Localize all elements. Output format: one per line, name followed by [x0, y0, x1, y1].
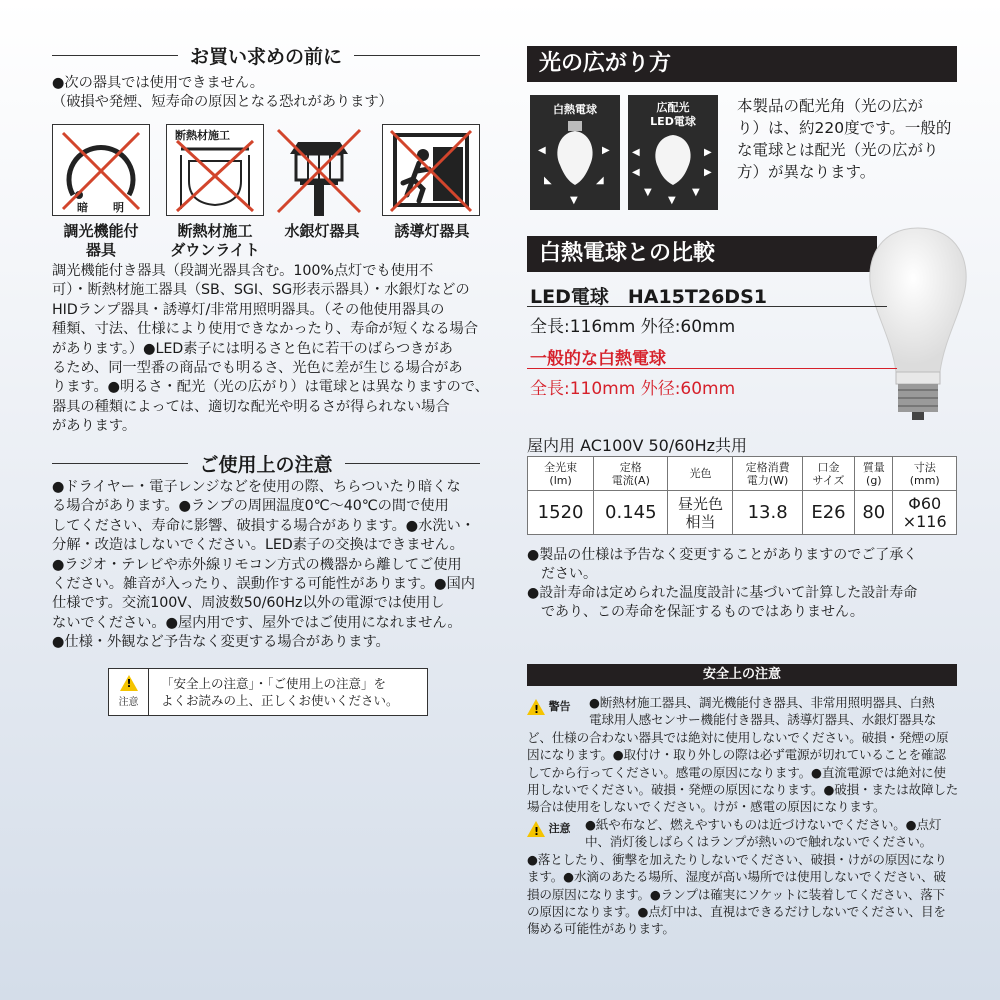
svg-text:▼: ▼ [570, 195, 578, 206]
incandescent-rule [527, 368, 897, 369]
caution-line: 損の原因になります。●ランプは確実にソケットに装着してください、落下 [527, 886, 946, 902]
wide-led-spread-image [628, 95, 718, 210]
spec-header-power: 定格消費 電力(W) [733, 457, 802, 491]
body-line: 器具の種類によっては、適切な配光や明るさが得られない場合 [52, 398, 450, 415]
spec-value-row [528, 491, 957, 535]
spec-caption: 屋内用 AC100V 50/60Hz共用 [527, 436, 748, 455]
spec-value-lumen: 1520 [528, 491, 594, 535]
notice-icon-cell [109, 669, 149, 715]
heading-rule-right [354, 55, 480, 56]
svg-text:▼: ▼ [668, 195, 676, 206]
safety-caution-block [527, 816, 963, 938]
caution-line: ●落としたり、衝撃を加えたりしないでください、破損・けがの原因になり [527, 851, 947, 867]
svg-text:◢: ◢ [596, 175, 604, 186]
body-line: るため、同一型番の商品でも明るさ、光色に差が生じる場合があ [52, 360, 463, 377]
spread-desc-line: 本製品の配光角（光の広が [737, 97, 924, 115]
insulation-tag: 断熱材施工 [175, 129, 230, 142]
caution-line: 傷める可能性があります。 [527, 921, 675, 937]
usage-line: ないでください。●屋内用です、屋外ではご使用になれません。 [52, 614, 462, 631]
spec-header-size: 寸法 (mm) [893, 457, 957, 491]
dimmer-label-line-1: 調光機能付 [63, 222, 139, 240]
spec-value-current: 0.145 [594, 491, 668, 535]
notice-line-1: 「安全上の注意」・「ご使用上の注意」を [161, 676, 387, 691]
read-notice-box [108, 668, 428, 716]
heading-rule-left [52, 55, 178, 56]
caution-first-lines [527, 816, 963, 851]
spec-note-line: ●設計寿命は定められた温度設計に基づいて計算した設計寿命 [527, 585, 918, 601]
warning-line: 因になります。●取付け・取り外しの際は必ず電源が切れていることを確認 [527, 747, 946, 763]
warning-first-lines [527, 694, 963, 729]
spec-value-base: E26 [802, 491, 854, 535]
usage-line: ください。雑音が入ったり、誤動作する可能性があります。●国内 [52, 576, 475, 593]
incandescent-name: 一般的な白熱電球 [530, 349, 666, 369]
light-spread-header: 光の広がり方 [527, 46, 957, 82]
caution-label: 注意 [548, 822, 571, 835]
svg-text:▶: ▶ [602, 145, 610, 156]
usage-line: ●仕様・外観など予告なく変更する場合があります。 [52, 634, 390, 651]
spec-note-line: であり、この寿命を保証するものではありません。 [527, 604, 864, 620]
spec-header-mass: 質量 (g) [855, 457, 893, 491]
spec-header-color: 光色 [668, 457, 733, 491]
body-line: があります。）●LED素子には明るさと色に若干のばらつきがあ [52, 340, 453, 357]
dimmer-dark-label: 暗 [77, 201, 88, 214]
safety-header: 安全上の注意 [527, 664, 957, 686]
caution-badge [527, 816, 585, 851]
dimmer-fixture-icon [52, 124, 150, 216]
notice-line-2: よくお読みの上、正しくお使いください。 [161, 693, 399, 708]
usage-body [52, 478, 492, 653]
usage-line: してください、寿命に影響、破損する場合があります。●水洗い・ [52, 517, 475, 534]
spec-value-mass: 80 [855, 491, 893, 535]
usage-line: 分解・改造はしないでください。LED素子の交換はできません。 [52, 537, 464, 554]
caution-lead-text [585, 816, 941, 851]
svg-text:◀: ◀ [632, 147, 640, 158]
body-line: 調光機能付き器具（段調光器具含む。100%点灯でも使用不 [52, 263, 434, 279]
spec-value-size: Φ60 ×116 [893, 491, 957, 535]
svg-text:◣: ◣ [544, 175, 552, 186]
warning-triangle-icon [120, 675, 138, 691]
dimmer-label-line-2: 器具 [85, 241, 116, 259]
wide-led-line-2: LED電球 [650, 115, 696, 128]
spread-desc-line: な電球とは配光（光の広がり [737, 141, 939, 159]
intro-line-1: ●次の器具では使用できません。 [52, 75, 264, 91]
warning-line: 電球用人感センサー機能付き器具、誘導灯器具、水銀灯器具な [589, 712, 937, 728]
led-bulb-product-image [858, 222, 978, 422]
usage-line: ●ドライヤー・電子レンジなどを使用の際、ちらついたり暗くな [52, 479, 461, 495]
usage-heading [52, 450, 480, 477]
incandescent-spread-image [530, 95, 620, 210]
warning-line: してから行ってください。感電の原因になります。●直流電源では絶対に使 [527, 764, 946, 780]
caution-triangle-icon [527, 821, 545, 837]
insulation-downlight-label [160, 222, 270, 260]
safety-warning-block [527, 694, 963, 816]
warning-line: ど、仕様の合わない器具では絶対に使用しないでください。破損・発煙の原 [527, 729, 949, 745]
dimmer-fixture-label [48, 222, 154, 260]
body-line: ります。●明るさ・配光（光の広がり）は電球とは異なりますので、 [52, 379, 489, 396]
insulation-label-line-2: ダウンライト [170, 241, 260, 259]
svg-text:▶: ▶ [704, 147, 712, 158]
incandescent-label: 白熱電球 [553, 103, 597, 116]
insulation-downlight-icon [166, 124, 264, 216]
svg-text:▼: ▼ [692, 187, 700, 198]
usage-line: 仕様です。交流100V、周波数50/60Hz以外の電源では使用し [52, 595, 445, 612]
spec-header-current: 定格 電流(A) [594, 457, 668, 491]
spread-description [737, 95, 967, 183]
warning-line: 場合は使用をしないでください。けが・感電の原因になります。 [527, 799, 886, 815]
spec-note-line: ださい。 [527, 566, 597, 582]
caution-line: の原因になります。●点灯中は、直視はできるだけしないでください、目を [527, 904, 946, 920]
intro-line-2: （破損や発煙、短寿命の原因となる恐れがあります） [52, 94, 393, 111]
before-purchase-title: お買い求めの前に [190, 46, 343, 68]
incandescent-size: 全長:110mm 外径:60mm [530, 379, 736, 399]
warning-lead-text [589, 694, 936, 729]
usage-line: る場合があります。●ランプの周囲温度0℃～40℃の間で使用 [52, 498, 449, 515]
spec-notes [527, 546, 967, 622]
wide-led-label [628, 101, 718, 129]
body-line: があります。 [52, 418, 137, 435]
before-purchase-heading [52, 42, 480, 69]
warning-badge [527, 694, 589, 729]
body-line: 可）・断熱材施工器具（SB、SGI、SG形表示器具）・水銀灯などの [52, 282, 470, 299]
exit-light-label: 誘導灯器具 [394, 222, 470, 240]
caution-line: ます。●水滴のあたる場所、湿度が高い場所では使用しないでください、破 [527, 869, 946, 885]
street-lamp-icon [270, 124, 368, 216]
comparison-header: 白熱電球との比較 [527, 236, 877, 272]
spec-header-lumen: 全光束 (lm) [528, 457, 594, 491]
spec-header-row [528, 457, 957, 491]
spec-note-line: ●製品の仕様は予告なく変更することがありますのでご了承く [527, 547, 918, 563]
heading-rule-right [345, 463, 481, 464]
spec-table [527, 456, 957, 535]
svg-text:▼: ▼ [644, 187, 652, 198]
usage-title: ご使用上の注意 [199, 454, 333, 476]
dimmer-bright-label: 明 [113, 201, 124, 214]
body-line: HIDランプ器具・誘導灯/非常用照明器具。（その他使用器具の [52, 301, 445, 318]
insulation-label-line-1: 断熱材施工 [177, 222, 253, 240]
led-name: LED電球 HA15T26DS1 [530, 286, 767, 308]
led-size: 全長:116mm 外径:60mm [530, 317, 736, 337]
before-purchase-intro [52, 74, 482, 113]
heading-rule-left [52, 463, 188, 464]
before-purchase-body [52, 262, 492, 437]
spread-desc-line: り）は、約220度です。一般的 [737, 119, 952, 137]
spread-desc-line: 方）が異なります。 [737, 163, 876, 181]
caution-line: 中、消灯後しばらくはランプが熱いので触れないでください。 [585, 834, 933, 850]
notice-label: 注意 [118, 697, 139, 708]
mercury-lamp-label: 水銀灯器具 [284, 222, 360, 240]
running-man-icon [383, 125, 479, 215]
mercury-lamp-icon [270, 124, 368, 216]
caution-line: ●紙や布など、燃えやすいものは近づけないでください。●点灯 [585, 817, 942, 832]
warning-label: 警告 [548, 700, 571, 713]
warning-triangle-icon [527, 699, 545, 715]
notice-text [161, 675, 399, 709]
warning-line: ●断熱材施工器具、調光機能付き器具、非常用照明器具、白熱 [589, 695, 935, 710]
warning-line: 用しないでください。破損・発煙の原因になります。●破損・または故障した [527, 782, 959, 798]
spec-value-power: 13.8 [733, 491, 802, 535]
usage-line: ●ラジオ・テレビや赤外線リモコン方式の機器から離してご使用 [52, 556, 462, 573]
body-line: 種類、寸法、仕様により使用できなかったり、寿命が短くなる場合 [52, 321, 478, 338]
spec-header-base: 口金 サイズ [802, 457, 854, 491]
wide-led-line-1: 広配光 [656, 101, 690, 114]
svg-text:◀: ◀ [632, 167, 640, 178]
exit-light-icon [382, 124, 480, 216]
led-rule [527, 306, 887, 307]
svg-text:◀: ◀ [538, 145, 546, 156]
spec-value-color: 昼光色 相当 [668, 491, 733, 535]
svg-text:▶: ▶ [704, 167, 712, 178]
dimmer-dial-icon [53, 125, 149, 215]
